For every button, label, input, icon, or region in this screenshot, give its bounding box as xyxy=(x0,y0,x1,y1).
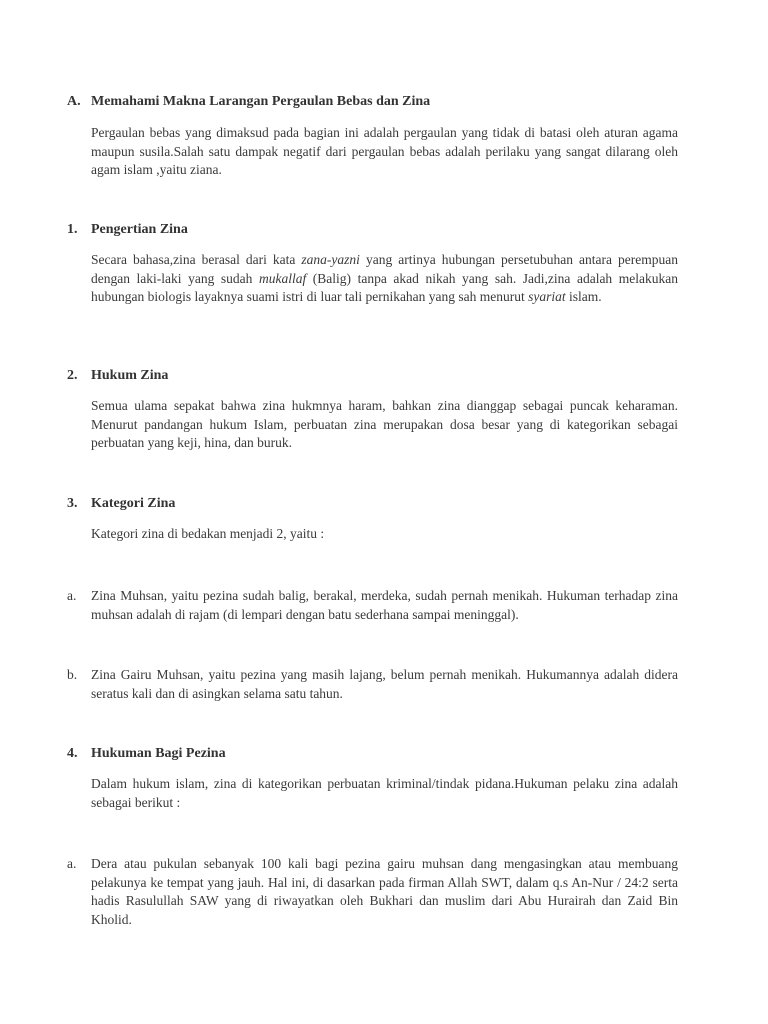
section-a-heading xyxy=(67,94,430,110)
section-2-title: Hukum Zina xyxy=(91,368,169,383)
term-zana-yazni: zana-yazni xyxy=(301,252,360,267)
list-item-marker: a. xyxy=(67,856,77,871)
section-1-text-4: islam. xyxy=(565,289,602,304)
section-1-marker: 1. xyxy=(67,222,78,237)
section-3-heading xyxy=(67,496,175,512)
section-1-heading xyxy=(67,222,188,238)
term-mukallaf: mukallaf xyxy=(258,270,307,286)
section-1-text-1: Secara bahasa,zina berasal dari kata xyxy=(91,252,302,267)
term-syariat: syariat xyxy=(528,289,566,304)
section-a-paragraph: Pergaulan bebas yang dimaksud pada bagian ini adalah pergaulan yang tidak di batasi oleh aturan agama maupun susila.Salah satu dampak negatif dari pergaulan bebas adalah perilaku yang sangat dilarang oleh agam islam ,yaitu ziana. xyxy=(91,125,678,177)
section-3-marker: 3. xyxy=(67,496,78,511)
section-2-marker: 2. xyxy=(67,368,78,383)
section-4-title: Hukuman Bagi Pezina xyxy=(91,746,226,761)
list-item-text: Zina Muhsan, yaitu pezina sudah balig, berakal, merdeka, sudah pernah menikah. Hukuman terhadap zina muhsan adalah di rajam (di lempari dengan batu sederhana sampai meninggal). xyxy=(91,588,678,622)
section-1-paragraph xyxy=(91,251,678,307)
section-4-marker: 4. xyxy=(67,746,78,761)
section-3-title: Kategori Zina xyxy=(91,496,176,511)
section-1-text-3: (Balig) tanpa akad nikah yang sah. Jadi,zina adalah melakukan hubungan biologis layaknya suami istri di luar tali pernikahan yang sah menurut xyxy=(91,270,678,304)
section-4-paragraph: Dalam hukum islam, zina di kategorikan perbuatan kriminal/tindak pidana.Hukuman pelaku zina adalah sebagai berikut : xyxy=(91,776,678,810)
list-item-text: Dera atau pukulan sebanyak 100 kali bagi pezina gairu muhsan dang mengasingkan atau membuang pelakunya ke tempat yang jauh. Hal ini, di dasarkan pada firman Allah SWT, dalam q.s An-Nur / 24:2 serta hadis Rasulullah SAW yang di riwayatkan oleh Bukhari dan muslim dari Abu Hurairah dan Zaid Bin Kholid. xyxy=(91,856,678,927)
list-item xyxy=(67,587,678,624)
section-a-marker: A. xyxy=(67,94,81,109)
section-2-heading xyxy=(67,368,168,384)
list-item-text: Zina Gairu Muhsan, yaitu pezina yang masih lajang, belum pernah menikah. Hukumannya adalah didera seratus kali dan di asingkan selama satu tahun. xyxy=(91,667,678,701)
section-1-text-2: yang artinya hubungan persetubuhan antara perempuan dengan laki-laki yang sudah xyxy=(91,252,678,286)
section-1-title: Pengertian Zina xyxy=(91,222,188,237)
list-item xyxy=(67,855,678,929)
section-a-title: Memahami Makna Larangan Pergaulan Bebas dan Zina xyxy=(91,94,431,109)
list-item-marker: b. xyxy=(67,667,78,682)
section-4-heading xyxy=(67,746,226,762)
list-item xyxy=(67,666,678,703)
list-item-marker: a. xyxy=(67,588,77,603)
section-2-paragraph: Semua ulama sepakat bahwa zina hukmnya haram, bahkan zina dianggap sebagai puncak keharaman. Menurut pandangan hukum Islam, perbuatan zina merupakan dosa besar yang di kategorikan sebagai perbuatan yang keji, hina, dan buruk. xyxy=(91,398,678,450)
section-3-paragraph: Kategori zina di bedakan menjadi 2, yaitu : xyxy=(91,526,325,541)
